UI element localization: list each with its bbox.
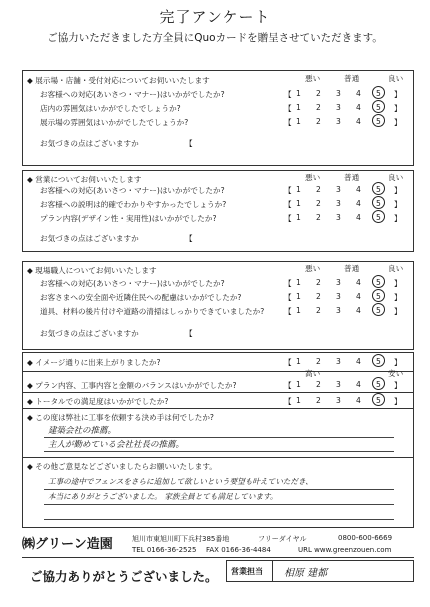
scale-option: 3 bbox=[336, 199, 341, 208]
scale-bracket-close: 】 bbox=[394, 214, 402, 223]
scale-option: 4 bbox=[356, 213, 361, 222]
scale-option: 2 bbox=[316, 396, 321, 405]
answer-underline bbox=[44, 489, 394, 490]
question: 展示場の雰囲気はいかがでしたでしょうか? bbox=[40, 118, 189, 127]
scale-option: 4 bbox=[356, 292, 361, 301]
page-subtitle: ご協力いただきました方全員にQuoカードを贈呈させていただきます。 bbox=[47, 32, 383, 44]
scale-option: 3 bbox=[336, 213, 341, 222]
section-heading: ◆ 営業についてお伺いいたします bbox=[27, 175, 142, 184]
scale-option: 5 bbox=[376, 103, 381, 112]
scale-bracket-close: 】 bbox=[394, 279, 402, 288]
question-total: ◆ トータルでの満足度はいかがでしたか? bbox=[27, 397, 169, 406]
footer-divider bbox=[22, 557, 414, 558]
scale-bracket-close: 】 bbox=[394, 104, 402, 113]
scale-bracket-open: 【 bbox=[284, 214, 292, 223]
scale-bracket-open: 【 bbox=[284, 397, 292, 406]
comment-label: お気づきの点はございますか bbox=[40, 329, 139, 338]
question-reason: ◆ この度は弊社に工事を依頼する決め手は何でしたか? bbox=[27, 413, 214, 422]
scale-option: 3 bbox=[336, 185, 341, 194]
scale-option: 1 bbox=[296, 213, 301, 222]
scale-option: 1 bbox=[296, 396, 301, 405]
sales-rep-box-divider bbox=[272, 560, 273, 582]
selected-answer-circle bbox=[372, 114, 385, 127]
answer-reason-line1: 建築会社の推薦。 bbox=[48, 426, 117, 436]
scale-option: 4 bbox=[356, 89, 361, 98]
sales-rep-name: 相原 建都 bbox=[284, 568, 328, 579]
selected-answer-circle bbox=[372, 289, 385, 302]
answer-other-line1: 工事の途中でフェンスをさらに追加して欲しいという要望も叶えていただき、 bbox=[48, 477, 313, 486]
scale-bracket-open: 【 bbox=[284, 358, 292, 367]
scale-option: 2 bbox=[316, 213, 321, 222]
scale-option: 4 bbox=[356, 278, 361, 287]
scale-bracket-open: 【 bbox=[284, 307, 292, 316]
scale-option: 1 bbox=[296, 89, 301, 98]
question-image: ◆ イメージ通りに出来上がりましたか? bbox=[27, 358, 161, 367]
divider bbox=[22, 408, 414, 409]
scale-option: 2 bbox=[316, 103, 321, 112]
scale-option: 4 bbox=[356, 396, 361, 405]
answer-underline bbox=[44, 504, 394, 505]
scale-caption-normal: 普通 bbox=[344, 74, 360, 83]
scale-option: 5 bbox=[376, 199, 381, 208]
scale-option: 1 bbox=[296, 278, 301, 287]
selected-answer-circle bbox=[372, 182, 385, 195]
scale-bracket-open: 【 bbox=[284, 381, 292, 390]
selected-answer-circle bbox=[372, 393, 385, 406]
answer-other-line2: 本当にありがとうございました。 家族全員とても満足しています。 bbox=[48, 492, 278, 501]
question: 道具、材料の後片付けや道路の清掃はしっかりできていましたか? bbox=[40, 307, 265, 316]
freedial-number: 0800-600-6669 bbox=[338, 534, 393, 542]
answer-underline bbox=[44, 519, 394, 520]
scale-option: 1 bbox=[296, 357, 301, 366]
scale-option: 2 bbox=[316, 292, 321, 301]
answer-underline bbox=[44, 451, 394, 452]
selected-answer-circle bbox=[372, 86, 385, 99]
scale-bracket-close: 】 bbox=[394, 200, 402, 209]
comment-bracket: 【 bbox=[185, 234, 193, 243]
scale-caption-normal: 普通 bbox=[344, 173, 360, 182]
scale-option: 3 bbox=[336, 396, 341, 405]
scale-option: 5 bbox=[376, 306, 381, 315]
scale-option: 2 bbox=[316, 185, 321, 194]
fax-number: FAX 0166-36-4484 bbox=[206, 546, 271, 554]
page-title: 完了アンケート bbox=[159, 8, 271, 26]
selected-answer-circle bbox=[372, 210, 385, 223]
scale-option: 5 bbox=[376, 213, 381, 222]
selected-answer-circle bbox=[372, 303, 385, 316]
scale-option: 2 bbox=[316, 278, 321, 287]
scale-bracket-open: 【 bbox=[284, 279, 292, 288]
scale-bracket-close: 】 bbox=[394, 293, 402, 302]
scale-option: 2 bbox=[316, 117, 321, 126]
scale-option: 5 bbox=[376, 380, 381, 389]
selected-answer-circle bbox=[372, 275, 385, 288]
scale-caption-bad: 悪い bbox=[305, 74, 321, 83]
scale-option: 4 bbox=[356, 185, 361, 194]
scale-bracket-close: 】 bbox=[394, 307, 402, 316]
question: 店内の雰囲気はいかがでしたでしょうか? bbox=[40, 104, 181, 113]
scale-option: 5 bbox=[376, 357, 381, 366]
scale-option: 3 bbox=[336, 306, 341, 315]
scale-bracket-close: 】 bbox=[394, 381, 402, 390]
scale-option: 4 bbox=[356, 117, 361, 126]
comment-label: お気づきの点はございますか bbox=[40, 139, 139, 148]
scale-option: 3 bbox=[336, 278, 341, 287]
scale-option: 2 bbox=[316, 380, 321, 389]
question-balance: ◆ プラン内容、工事内容と金額のバランスはいかがでしたか? bbox=[27, 381, 237, 390]
scale-bracket-close: 】 bbox=[394, 118, 402, 127]
thanks-message: ご協力ありがとうございました。 bbox=[30, 569, 218, 584]
scale-bracket-open: 【 bbox=[284, 104, 292, 113]
scale-option: 5 bbox=[376, 185, 381, 194]
scale-caption-high: 高い bbox=[305, 369, 321, 378]
scale-option: 1 bbox=[296, 292, 301, 301]
divider bbox=[22, 457, 414, 458]
scale-bracket-open: 【 bbox=[284, 118, 292, 127]
selected-answer-circle bbox=[372, 100, 385, 113]
scale-caption-good: 良い bbox=[388, 74, 404, 83]
scale-option: 5 bbox=[376, 292, 381, 301]
scale-bracket-open: 【 bbox=[284, 186, 292, 195]
scale-caption-cheap: 安い bbox=[388, 369, 404, 378]
scale-option: 1 bbox=[296, 103, 301, 112]
question: お客様への説明は的確でわかりやすかったでしょうか? bbox=[40, 200, 227, 209]
scale-caption-normal: 普通 bbox=[344, 264, 360, 273]
scale-option: 5 bbox=[376, 117, 381, 126]
sales-rep-label: 営業担当 bbox=[231, 567, 263, 576]
scale-bracket-close: 】 bbox=[394, 358, 402, 367]
scale-option: 3 bbox=[336, 117, 341, 126]
scale-option: 3 bbox=[336, 292, 341, 301]
scale-bracket-open: 【 bbox=[284, 293, 292, 302]
scale-caption-good: 良い bbox=[388, 173, 404, 182]
question-other: ◆ その他ご意見などございましたらお願いいたします。 bbox=[27, 462, 217, 471]
section-heading: ◆ 現場職人についてお伺いいたします bbox=[27, 266, 157, 275]
scale-option: 1 bbox=[296, 117, 301, 126]
scale-option: 3 bbox=[336, 89, 341, 98]
scale-option: 2 bbox=[316, 306, 321, 315]
scale-option: 4 bbox=[356, 103, 361, 112]
divider bbox=[22, 392, 414, 393]
section-heading: ◆ 展示場・店舗・受付対応についてお伺いいたします bbox=[27, 76, 210, 85]
scale-bracket-close: 】 bbox=[394, 186, 402, 195]
scale-option: 3 bbox=[336, 103, 341, 112]
divider bbox=[22, 371, 414, 372]
question: お客さまへの安全面や近隣住民への配慮はいかがでしたか? bbox=[40, 293, 242, 302]
scale-option: 1 bbox=[296, 306, 301, 315]
scale-option: 1 bbox=[296, 185, 301, 194]
company-address: 旭川市東旭川町下兵村385番地 bbox=[132, 535, 230, 543]
tel-number: TEL 0166-36-2525 bbox=[132, 546, 197, 554]
scale-option: 2 bbox=[316, 89, 321, 98]
comment-bracket: 【 bbox=[185, 139, 193, 148]
scale-option: 3 bbox=[336, 380, 341, 389]
question: お客様への対応(あいさつ・マナー)はいかがでしたか? bbox=[40, 279, 225, 288]
comment-label: お気づきの点はございますか bbox=[40, 234, 139, 243]
comment-bracket: 【 bbox=[185, 329, 193, 338]
question: お客様への対応(あいさつ・マナー)はいかがでしたか? bbox=[40, 186, 225, 195]
scale-bracket-close: 】 bbox=[394, 90, 402, 99]
scale-option: 5 bbox=[376, 89, 381, 98]
scale-caption-bad: 悪い bbox=[305, 173, 321, 182]
question: プラン内容(デザイン性・実用性)はいかがでしたか? bbox=[40, 214, 217, 223]
selected-answer-circle bbox=[372, 377, 385, 390]
scale-caption-bad: 悪い bbox=[305, 264, 321, 273]
website-url: URL www.greenzouen.com bbox=[298, 546, 392, 554]
scale-option: 2 bbox=[316, 199, 321, 208]
question: お客様への対応(あいさつ・マナー)はいかがでしたか? bbox=[40, 90, 225, 99]
scale-option: 4 bbox=[356, 357, 361, 366]
scale-option: 4 bbox=[356, 306, 361, 315]
scale-option: 3 bbox=[336, 357, 341, 366]
scale-option: 4 bbox=[356, 199, 361, 208]
scale-option: 1 bbox=[296, 380, 301, 389]
scale-option: 2 bbox=[316, 357, 321, 366]
company-logo: ㈱グリーン造園 bbox=[22, 537, 113, 552]
selected-answer-circle bbox=[372, 354, 385, 367]
scale-bracket-open: 【 bbox=[284, 90, 292, 99]
scale-option: 5 bbox=[376, 278, 381, 287]
freedial-label: フリーダイヤル bbox=[258, 535, 307, 543]
scale-option: 5 bbox=[376, 396, 381, 405]
scale-option: 4 bbox=[356, 380, 361, 389]
scale-bracket-open: 【 bbox=[284, 200, 292, 209]
scale-bracket-close: 】 bbox=[394, 397, 402, 406]
answer-reason-line2: 主人が勤めている会社社長の推薦。 bbox=[48, 440, 185, 450]
scale-caption-good: 良い bbox=[388, 264, 404, 273]
scale-option: 1 bbox=[296, 199, 301, 208]
selected-answer-circle bbox=[372, 196, 385, 209]
